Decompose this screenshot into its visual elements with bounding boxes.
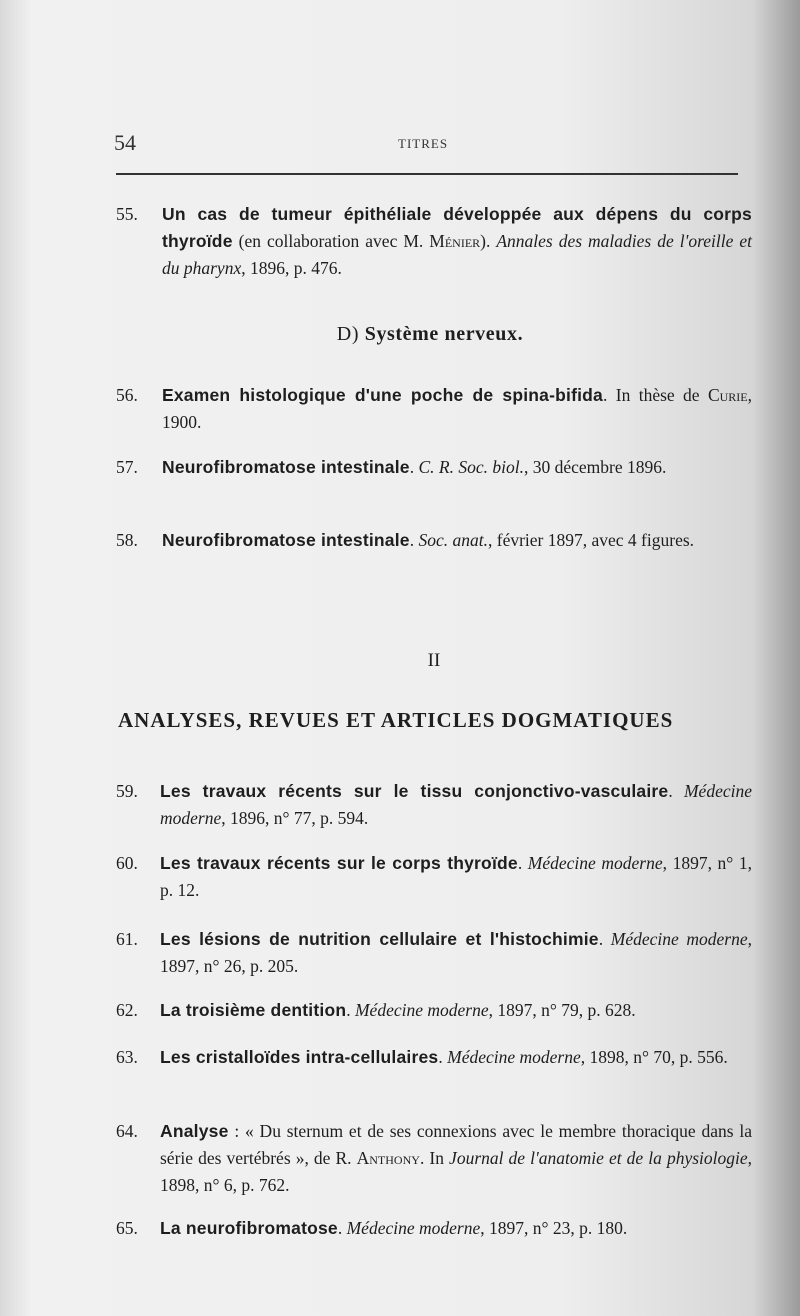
journal-name: Médecine moderne [346, 1218, 481, 1238]
journal-name: C. R. Soc. biol. [418, 457, 524, 477]
entry-56: 56. Examen histologique d'une poche de spina-bifida. In thèse de Curie, 1900. [116, 382, 752, 436]
entry-62: 62. La troisième dentition. Médecine moderne, 1897, n° 79, p. 628. [116, 997, 752, 1024]
journal-name: Journal de l'anatomie et de la physiologie [449, 1148, 748, 1168]
section-letter: D) [336, 323, 360, 345]
entry-title: Neurofibromatose intestinale [162, 530, 410, 550]
entry-title: Les cristalloïdes intra-cellulaires [160, 1047, 439, 1067]
entry-title: La neurofibromatose [160, 1218, 338, 1238]
entry-title: Les travaux récents sur le corps thyroïde [160, 853, 518, 873]
entry-60: 60. Les travaux récents sur le corps thyroïde. Médecine moderne, 1897, n° 1, p. 12. [116, 850, 752, 904]
section-number: II [427, 650, 441, 671]
entry-number: 64. [116, 1121, 138, 1141]
entry-64: 64. Analyse : « Du sternum et de ses connexions avec le membre thoracique dans la série des vertébrés », de R. Anthony. In Journal de l'anatomie et de la physiologie, 1898, n° 6, p. 762. [116, 1118, 752, 1199]
entry-61: 61. Les lésions de nutrition cellulaire et l'histochimie. Médecine moderne, 1897, n° 26, p. 205. [116, 926, 752, 980]
entry-number: 58. [116, 530, 138, 550]
entry-number: 60. [116, 853, 138, 873]
entry-number: 61. [116, 929, 138, 949]
page-number: 54 [114, 130, 136, 155]
journal-name: Médecine moderne [160, 781, 752, 828]
journal-name: Soc. anat. [418, 530, 488, 550]
section-title-analyses: ANALYSES, REVUES ET ARTICLES DOGMATIQUES [118, 708, 674, 732]
entry-number: 59. [116, 781, 138, 801]
journal-name: Médecine moderne [447, 1047, 581, 1067]
entry-title: Un cas de tumeur épithéliale développée aux dépens du corps thyroïde [162, 204, 752, 251]
entry-55: 55. Un cas de tumeur épithéliale développée aux dépens du corps thyroïde (en collaboration avec M. Ménier). Annales des maladies de l'oreille et du pharynx, 1896, p. 476. [116, 201, 752, 282]
entry-number: 56. [116, 385, 138, 405]
author-name: Curie [707, 385, 748, 405]
journal-name: Médecine moderne [527, 853, 663, 873]
entry-number: 55. [116, 204, 138, 224]
journal-name: Médecine moderne [354, 1000, 489, 1020]
author-name: Ménier [429, 231, 481, 251]
entry-number: 63. [116, 1047, 138, 1067]
entry-65: 65. La neurofibromatose. Médecine moderne, 1897, n° 23, p. 180. [116, 1215, 752, 1242]
entry-title: Neurofibromatose intestinale [162, 457, 410, 477]
journal-name: Médecine moderne [610, 929, 748, 949]
entry-number: 65. [116, 1218, 138, 1238]
entry-title: Les lésions de nutrition cellulaire et l'histochimie [160, 929, 599, 949]
author-name: Anthony [356, 1148, 420, 1168]
journal-name: Annales des maladies de l'oreille et du pharynx [162, 231, 752, 278]
section-title: Système nerveux. [364, 323, 524, 345]
entry-title: Les travaux récents sur le tissu conjonctivo-vasculaire [160, 781, 669, 801]
entry-58: 58. Neurofibromatose intestinale. Soc. anat., février 1897, avec 4 figures. [116, 527, 752, 554]
entry-title: Examen histologique d'une poche de spina-bifida [162, 385, 603, 405]
entry-59: 59. Les travaux récents sur le tissu conjonctivo-vasculaire. Médecine moderne, 1896, n° 77, p. 594. [116, 778, 752, 832]
entry-title: Analyse [160, 1121, 229, 1141]
header-rule [116, 173, 738, 175]
entry-63: 63. Les cristalloïdes intra-cellulaires. Médecine moderne, 1898, n° 70, p. 556. [116, 1044, 752, 1071]
entry-number: 62. [116, 1000, 138, 1020]
entry-57: 57. Neurofibromatose intestinale. C. R. Soc. biol., 30 décembre 1896. [116, 454, 752, 481]
entry-number: 57. [116, 457, 138, 477]
section-heading-d [0, 323, 800, 346]
entry-title: La troisième dentition [160, 1000, 347, 1020]
running-title: TITRES [398, 136, 449, 151]
